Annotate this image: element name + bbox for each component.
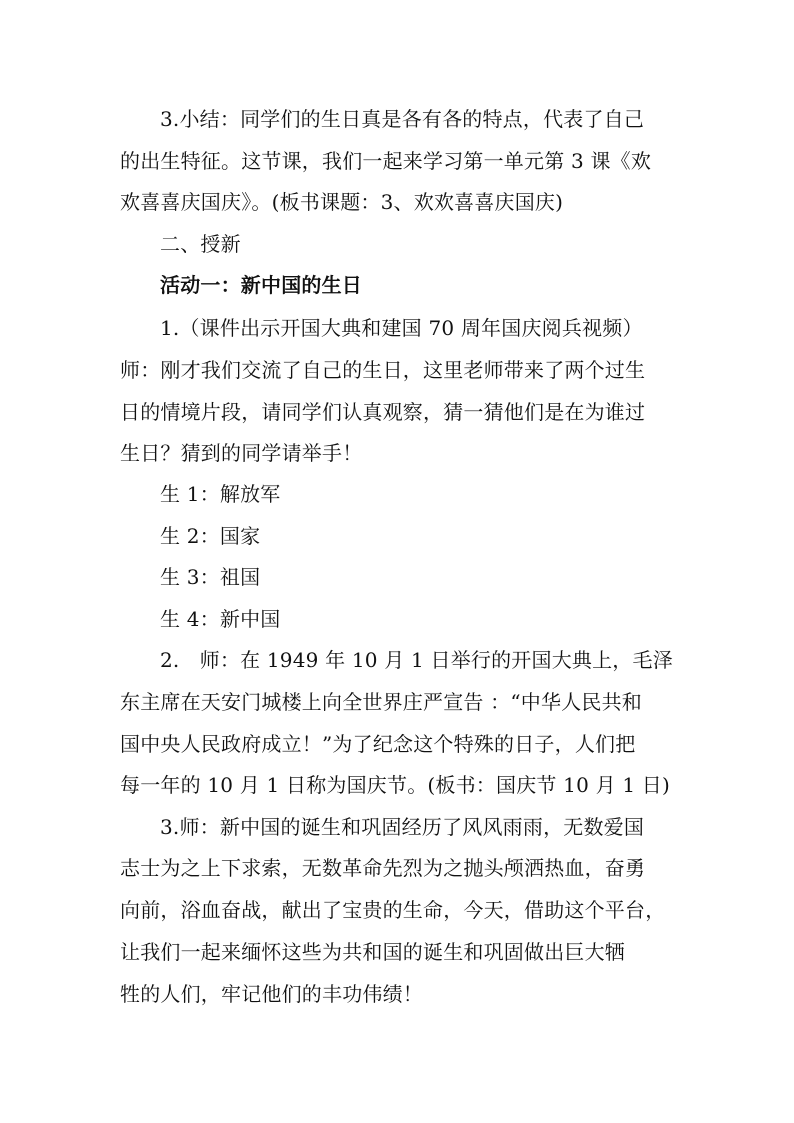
paragraph-2-line-3: 国中央人民政府成立！”为了纪念这个特殊的日子，人们把 bbox=[120, 732, 636, 756]
paragraph-2-line-4: 每一年的 10 月 1 日称为国庆节。(板书：国庆节 10 月 1 日) bbox=[120, 773, 671, 797]
summary-line-2: 的出生特征。这节课，我们一起来学习第一单元第 3 课《欢 bbox=[120, 149, 652, 173]
paragraph-3-line-4: 让我们一起来缅怀这些为共和国的诞生和巩固做出巨大牺 bbox=[120, 940, 625, 964]
student-answer-2: 生 2：国家 bbox=[160, 524, 261, 548]
student-answer-4: 生 4：新中国 bbox=[160, 607, 281, 631]
student-answer-1: 生 1：解放军 bbox=[160, 482, 281, 506]
paragraph-1-line-2: 师：刚才我们交流了自己的生日，这里老师带来了两个过生 bbox=[120, 358, 646, 382]
section-heading-new-lesson: 二、授新 bbox=[160, 232, 241, 256]
paragraph-2-line-2: 东主席在天安门城楼上向全世界庄严宣告 ：“中华人民共和 bbox=[120, 690, 642, 714]
paragraph-1-line-1: 1.（课件出示开国大典和建国 70 周年国庆阅兵视频） bbox=[160, 316, 643, 340]
paragraph-3-line-3: 向前，浴血奋战，献出了宝贵的生命，今天，借助这个平台， bbox=[120, 898, 666, 922]
activity-heading: 活动一：新中国的生日 bbox=[160, 273, 362, 297]
student-answer-3: 生 3：祖国 bbox=[160, 565, 261, 589]
paragraph-3-line-5: 牲的人们，牢记他们的丰功伟绩！ bbox=[120, 982, 423, 1006]
paragraph-1-line-4: 生日？猜到的同学请举手！ bbox=[120, 441, 363, 465]
paragraph-3-line-2: 志士为之上下求索，无数革命先烈为之抛头颅洒热血，奋勇 bbox=[120, 856, 646, 880]
paragraph-1-line-3: 日的情境片段，请同学们认真观察，猜一猜他们是在为谁过 bbox=[120, 400, 646, 424]
paragraph-2-line-1: 2. 师：在 1949 年 10 月 1 日举行的开国大典上，毛泽 bbox=[160, 648, 673, 672]
summary-line-3: 欢喜喜庆国庆》。(板书课题：3、欢欢喜喜庆国庆) bbox=[120, 190, 564, 214]
summary-line-1: 3.小结：同学们的生日真是各有各的特点，代表了自己 bbox=[160, 107, 645, 131]
paragraph-3-line-1: 3.师：新中国的诞生和巩固经历了风风雨雨，无数爱国 bbox=[160, 815, 645, 839]
